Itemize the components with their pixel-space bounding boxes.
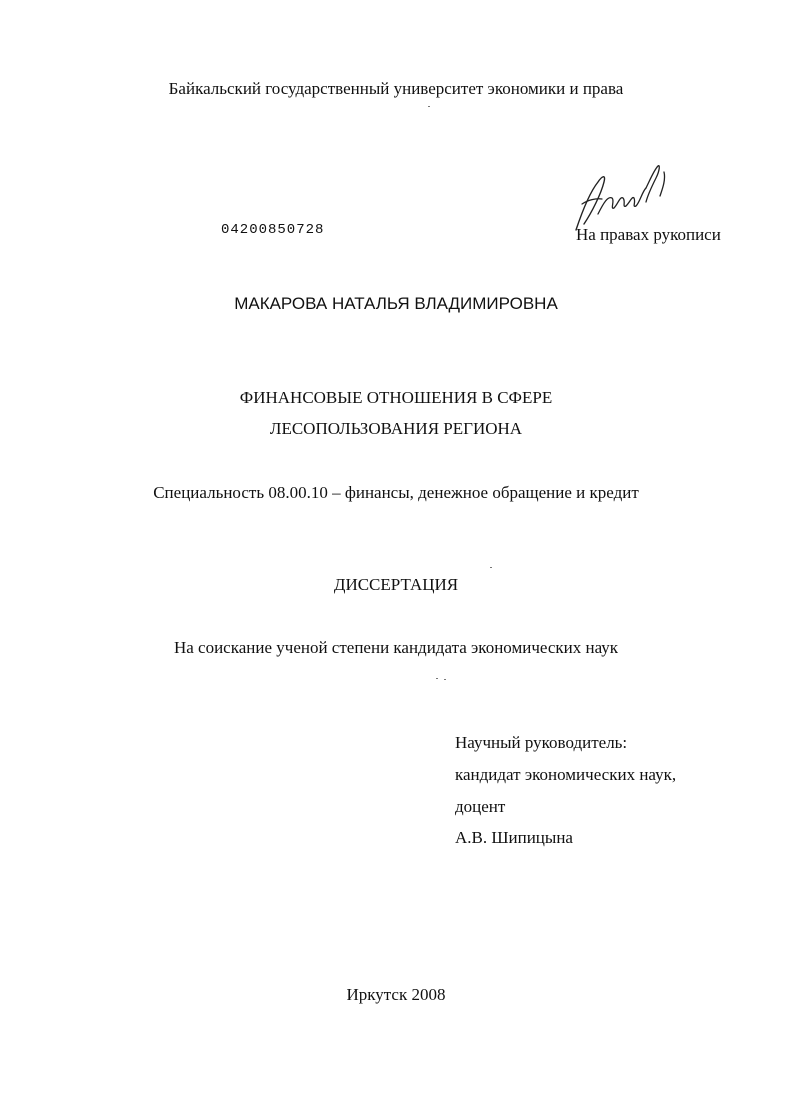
supervisor-rank: доцент: [455, 797, 506, 816]
scan-speck: [490, 567, 492, 568]
document-type: ДИССЕРТАЦИЯ: [333, 575, 459, 594]
supervisor-degree: кандидат экономических наук,: [455, 765, 677, 784]
specialty-line: Специальность 08.00.10 – финансы, денежное обращение и кредит: [153, 483, 639, 502]
scan-speck: [436, 678, 438, 679]
scan-speck: [428, 106, 430, 107]
scan-speck: [444, 679, 446, 680]
degree-line: На соискание ученой степени кандидата экономических наук: [173, 638, 619, 657]
manuscript-rights-note: На правах рукописи: [576, 225, 721, 244]
supervisor-label: Научный руководитель:: [455, 733, 628, 752]
author-name: МАКАРОВА НАТАЛЬЯ ВЛАДИМИРОВНА: [234, 294, 558, 313]
city-year: Иркутск 2008: [346, 985, 446, 1004]
dissertation-title-line-2: ЛЕСОПОЛЬЗОВАНИЯ РЕГИОНА: [269, 419, 523, 438]
archive-number: 04200850728: [221, 222, 325, 238]
university-name: Байкальский государственный университет экономики и права: [168, 79, 624, 98]
dissertation-title-line-1: ФИНАНСОВЫЕ ОТНОШЕНИЯ В СФЕРЕ: [239, 388, 553, 407]
supervisor-name: А.В. Шипицына: [455, 828, 573, 847]
